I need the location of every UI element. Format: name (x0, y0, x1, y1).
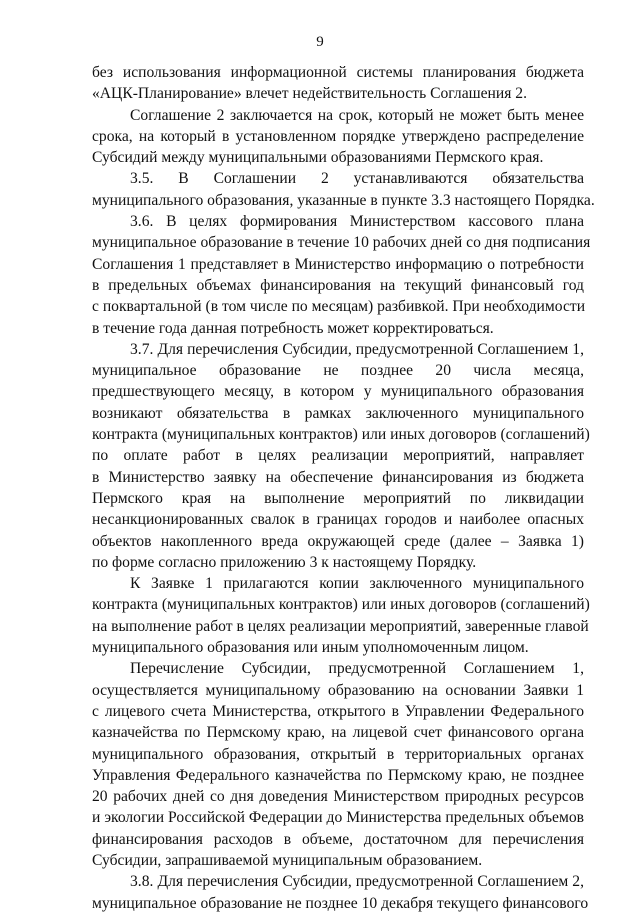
paragraph (92, 211, 591, 339)
document-body (92, 62, 595, 914)
text-line: в течение года данная потребность может корректироваться. (92, 319, 494, 337)
text-line: контракта (муниципальных контрактов) или иных договоров (соглашений) (92, 596, 590, 614)
text-line: без использования информационной системы планирования бюджета (92, 64, 584, 81)
paragraph (92, 105, 584, 169)
text-line: казначейства по Пермскому краю, на лицевой счет финансового органа (92, 724, 584, 742)
text-line: Соглашения 1 представляет в Министерство информацию о потребности (92, 255, 584, 273)
paragraph (92, 62, 584, 105)
text-line: Субсидии, запрашиваемой муниципальным образованием. (92, 851, 483, 869)
text-line: Перечисление Субсидии, предусмотренной Соглашением 1, (130, 660, 584, 678)
text-line: с поквартальной (в том числе по месяцам) разбивкой. При необходимости (92, 298, 586, 316)
text-line: в предельных объемах финансирования на текущий финансовый год (92, 276, 584, 294)
text-line: с лицевого счета Министерства, открытого в Управлении Федерального (92, 702, 584, 720)
text-line: по форме согласно приложению 3 к настоящему Порядку. (92, 553, 477, 571)
paragraph (92, 871, 589, 914)
text-line: предшествующего месяцу, в котором у муниципального образования (92, 383, 584, 401)
text-line: Управления Федерального казначейства по Пермскому краю, не позднее (92, 766, 584, 784)
page-number: 9 (316, 34, 324, 50)
paragraph (92, 168, 595, 211)
text-line: «АЦК-Планирование» влечет недействительность Соглашения 2. (92, 85, 527, 103)
text-line: муниципальное образование не позднее 20 числа месяца, (92, 362, 584, 380)
text-line: Пермского края на выполнение мероприятий по ликвидации (92, 489, 584, 507)
paragraph (92, 658, 584, 871)
paragraph (92, 339, 590, 573)
text-line: муниципальное образование в течение 10 рабочих дней со дня подписания (92, 234, 591, 252)
text-line: 20 рабочих дней со дня доведения Министерством природных ресурсов (92, 788, 584, 806)
text-line: 3.8. Для перечисления Субсидии, предусмотренной Соглашением 2, (130, 873, 584, 891)
text-line: в Министерство заявку на обеспечение финансирования из бюджета (92, 468, 584, 486)
text-line: Соглашение 2 заключается на срок, который не может быть менее (130, 106, 584, 124)
text-line: контракта (муниципальных контрактов) или иных договоров (соглашений) (92, 426, 590, 444)
text-line: муниципального образования, указанные в пункте 3.3 настоящего Порядка. (92, 191, 595, 209)
text-line: 3.6. В целях формирования Министерством кассового плана (130, 213, 584, 231)
text-line: объектов накопленного вреда окружающей среде (далее – Заявка 1) (92, 532, 584, 550)
text-line: муниципального образования, открытый в территориальных органах (92, 745, 584, 763)
text-line: 3.5. В Соглашении 2 устанавливаются обязательства (130, 170, 584, 188)
text-line: по оплате работ в целях реализации мероприятий, направляет (92, 447, 584, 465)
text-line: несанкционированных свалок в границах городов и наиболее опасных (92, 511, 584, 529)
text-line: муниципальное образование не позднее 10 декабря текущего финансового (92, 894, 589, 912)
text-line: на выполнение работ в целях реализации мероприятий, заверенные главой (92, 617, 589, 635)
text-line: и экологии Российской Федерации до Министерства предельных объемов (92, 809, 584, 827)
paragraph (92, 573, 590, 658)
text-line: К Заявке 1 прилагаются копии заключенного муниципального (130, 575, 584, 593)
text-line: срока, на который в установленном порядке утверждено распределение (92, 127, 584, 145)
text-line: 3.7. Для перечисления Субсидии, предусмотренной Соглашением 1, (130, 340, 584, 358)
text-line: муниципального образования или иным уполномоченным лицом. (92, 639, 529, 657)
text-line: осуществляется муниципальному образованию на основании Заявки 1 (92, 681, 584, 699)
text-line: Субсидий между муниципальными образованиями Пермского края. (92, 149, 544, 167)
text-line: финансирования расходов в объеме, достаточном для перечисления (92, 830, 584, 848)
text-line: возникают обязательства в рамках заключенного муниципального (92, 404, 584, 422)
